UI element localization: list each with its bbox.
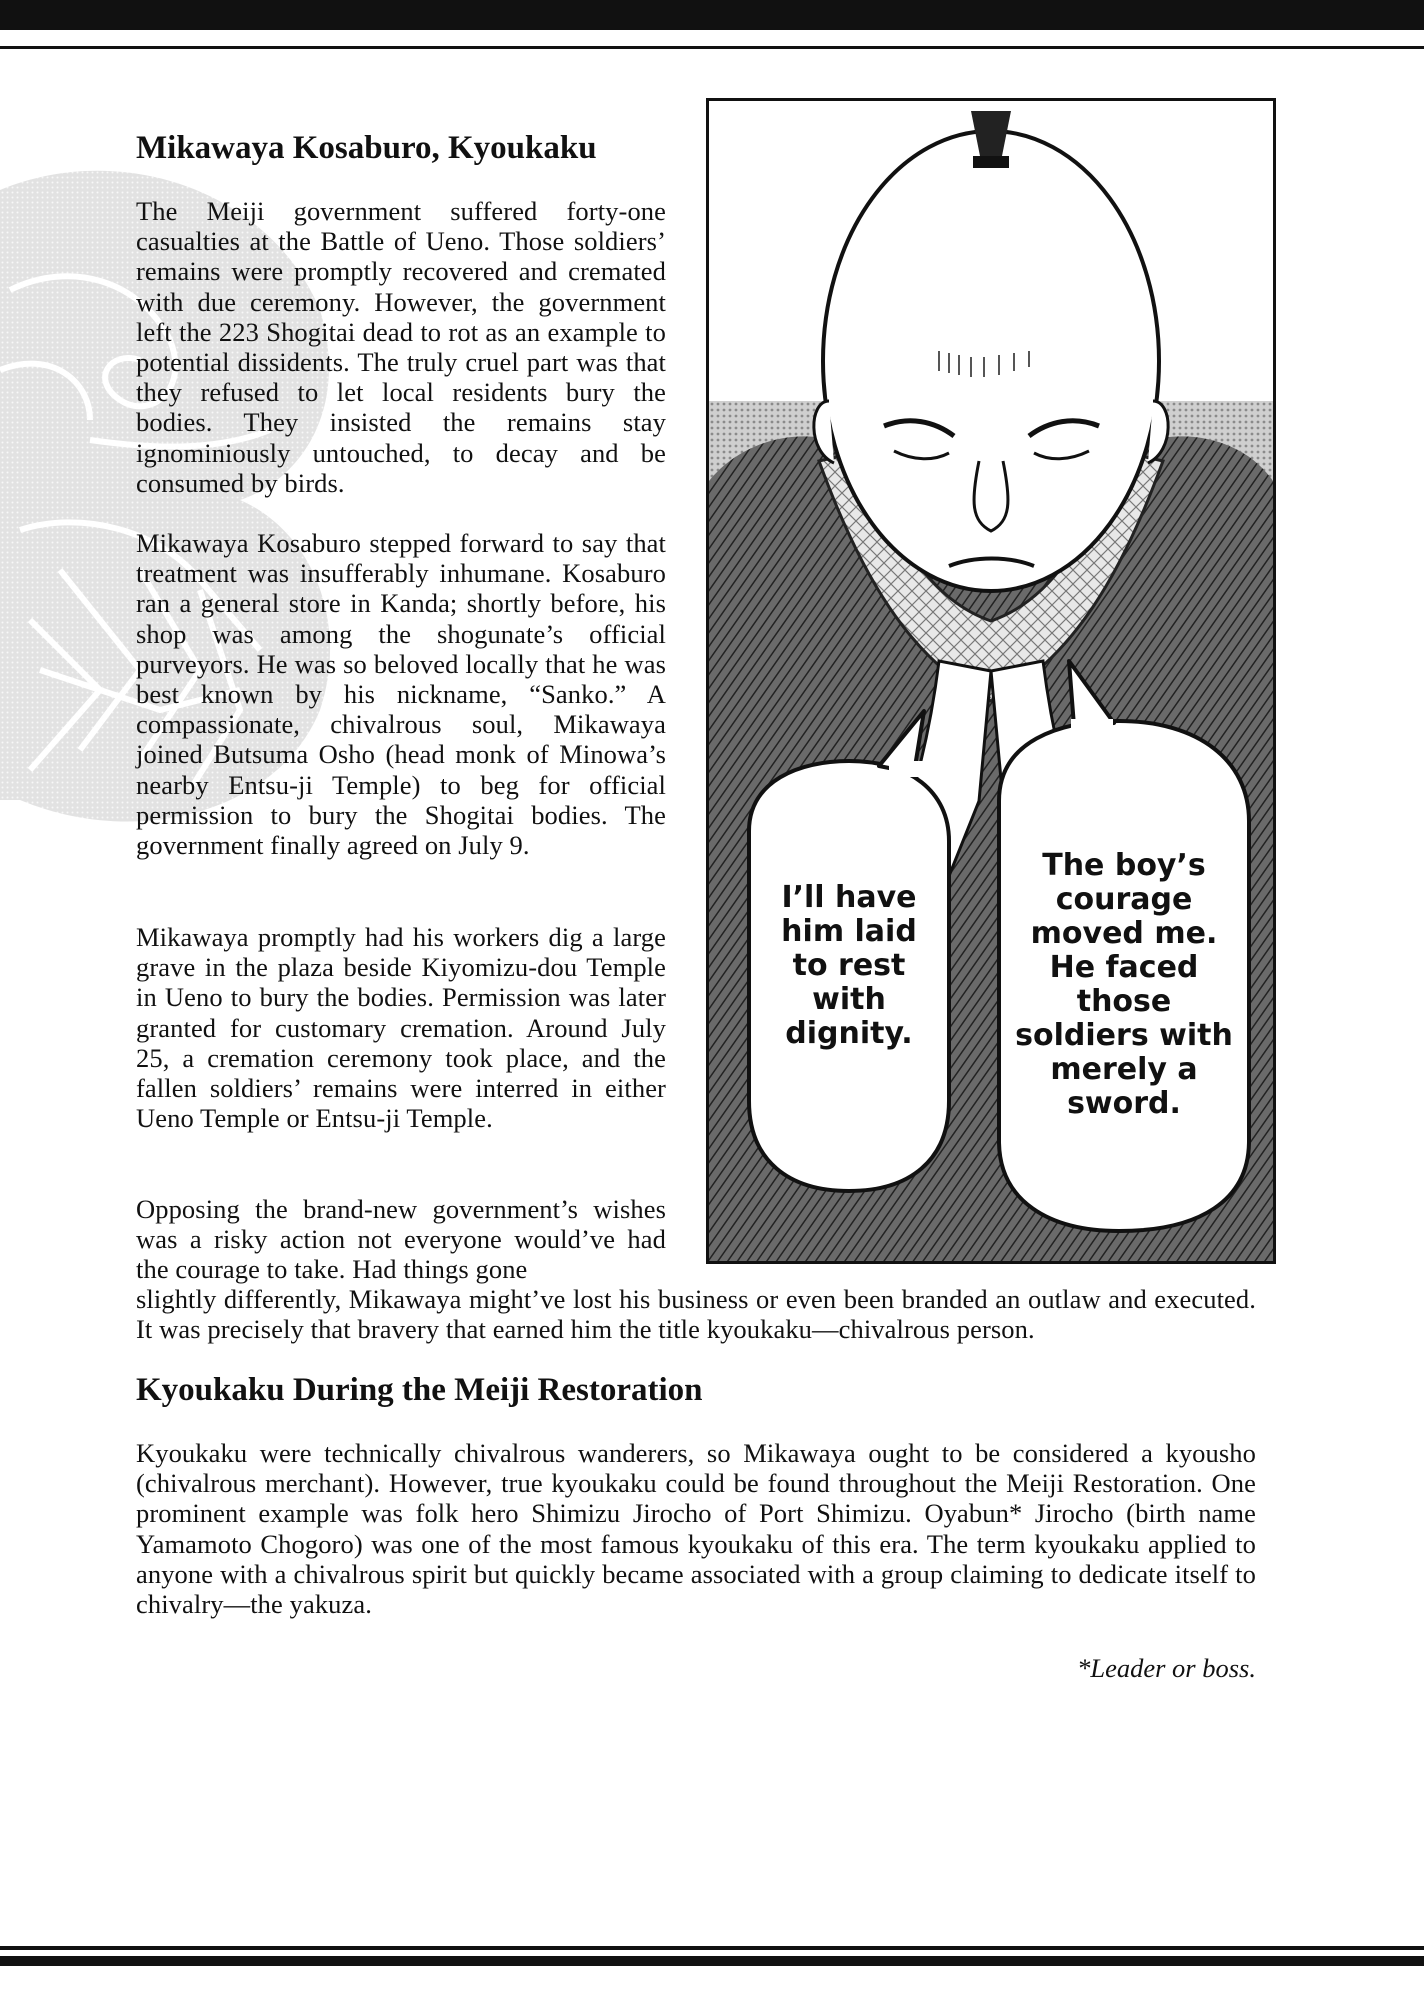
top-border-rule [0, 46, 1424, 49]
bubble-right-line: those [1076, 984, 1172, 1019]
bottom-border-rule [0, 1946, 1424, 1950]
bubble-right-line: The boy’s [1042, 848, 1206, 883]
bubble-right-line: sword. [1067, 1086, 1181, 1121]
bubble-right-line: soldiers with [1015, 1018, 1233, 1053]
bubble-left-line: dignity. [785, 1016, 913, 1051]
paragraph-kyoukaku-meiji: Kyoukaku were technically chivalrous wanderers, so Mikawaya ought to be considered a kyousho (chivalrous merchant). However, true kyoukaku could be found throughout the Meiji Restoration. One prominent example was folk hero Shimizu Jirocho of Port Shimizu. Oyabun* Jirocho (birth name Yamamoto Chogoro) was one of the most famous kyoukaku of this era. The term kyoukaku applied to anyone with a chivalrous spirit but quickly became associated with a group claiming to dedicate itself to chivalry—the yakuza. [136, 1438, 1256, 1620]
bubble-left-line: him laid [781, 914, 917, 949]
bubble-right-line: merely a [1050, 1052, 1198, 1087]
section-heading-mikawaya: Mikawaya Kosaburo, Kyoukaku [136, 130, 597, 166]
bubble-right-line: moved me. [1030, 916, 1218, 951]
paragraph-mikawaya-steps-forward: Mikawaya Kosaburo stepped forward to say that treatment was insufferably inhumane. Kosaburo ran a general store in Kanda; shortly before, his shop was among the shogunate’s official purveyors. He was so beloved locally that he was best known by his nickname, “Sanko.” A compassionate, chivalrous soul, Mikawaya joined Butsuma Osho (head monk of Minowa’s nearby Entsu-ji Temple) to beg for official permission to bury the Shogitai bodies. The government finally agreed on July 9. [136, 528, 666, 861]
footnote-leader-or-boss: *Leader or boss. [1077, 1653, 1256, 1683]
paragraph-battle-of-ueno: The Meiji government suffered forty-one casualties at the Battle of Ueno. Those soldiers’ remains were promptly recovered and cremated with due ceremony. However, the government left the 223 Shogitai dead to rot as an example to potential dissidents. The truly cruel part was that they refused to let local residents bury the bodies. They insisted the remains stay ignominiously untouched, to decay and be consumed by birds. [136, 196, 666, 498]
bubble-right-line: He faced [1049, 950, 1199, 985]
speech-bubble-right [1004, 849, 1244, 1121]
top-border-bar [0, 0, 1424, 30]
paragraph-risky-action-start: Opposing the brand-new government’s wishes was a risky action not everyone would’ve had the courage to take. Had things gone [136, 1194, 666, 1285]
manga-panel [706, 98, 1276, 1264]
speech-bubble-left [749, 881, 949, 1051]
bubble-left-line: to rest [792, 948, 906, 983]
bubble-left-line: with [812, 982, 886, 1017]
bubble-left-line: I’ll have [781, 880, 917, 915]
bubble-right-line: courage [1055, 882, 1193, 917]
section-heading-meiji-restoration: Kyoukaku During the Meiji Restoration [136, 1372, 703, 1408]
paragraph-risky-action-end: slightly differently, Mikawaya might’ve lost his business or even been branded an outlaw and executed. It was precisely that bravery that earned him the title kyoukaku—chivalrous person. [136, 1284, 1256, 1345]
paragraph-grave-and-cremation: Mikawaya promptly had his workers dig a large grave in the plaza beside Kiyomizu-dou Temple in Ueno to bury the bodies. Permission was later granted for customary cremation. Around July 25, a cremation ceremony took place, and the fallen soldiers’ remains were interred in either Ueno Temple or Entsu-ji Temple. [136, 922, 666, 1134]
bottom-border-bar [0, 1956, 1424, 1966]
